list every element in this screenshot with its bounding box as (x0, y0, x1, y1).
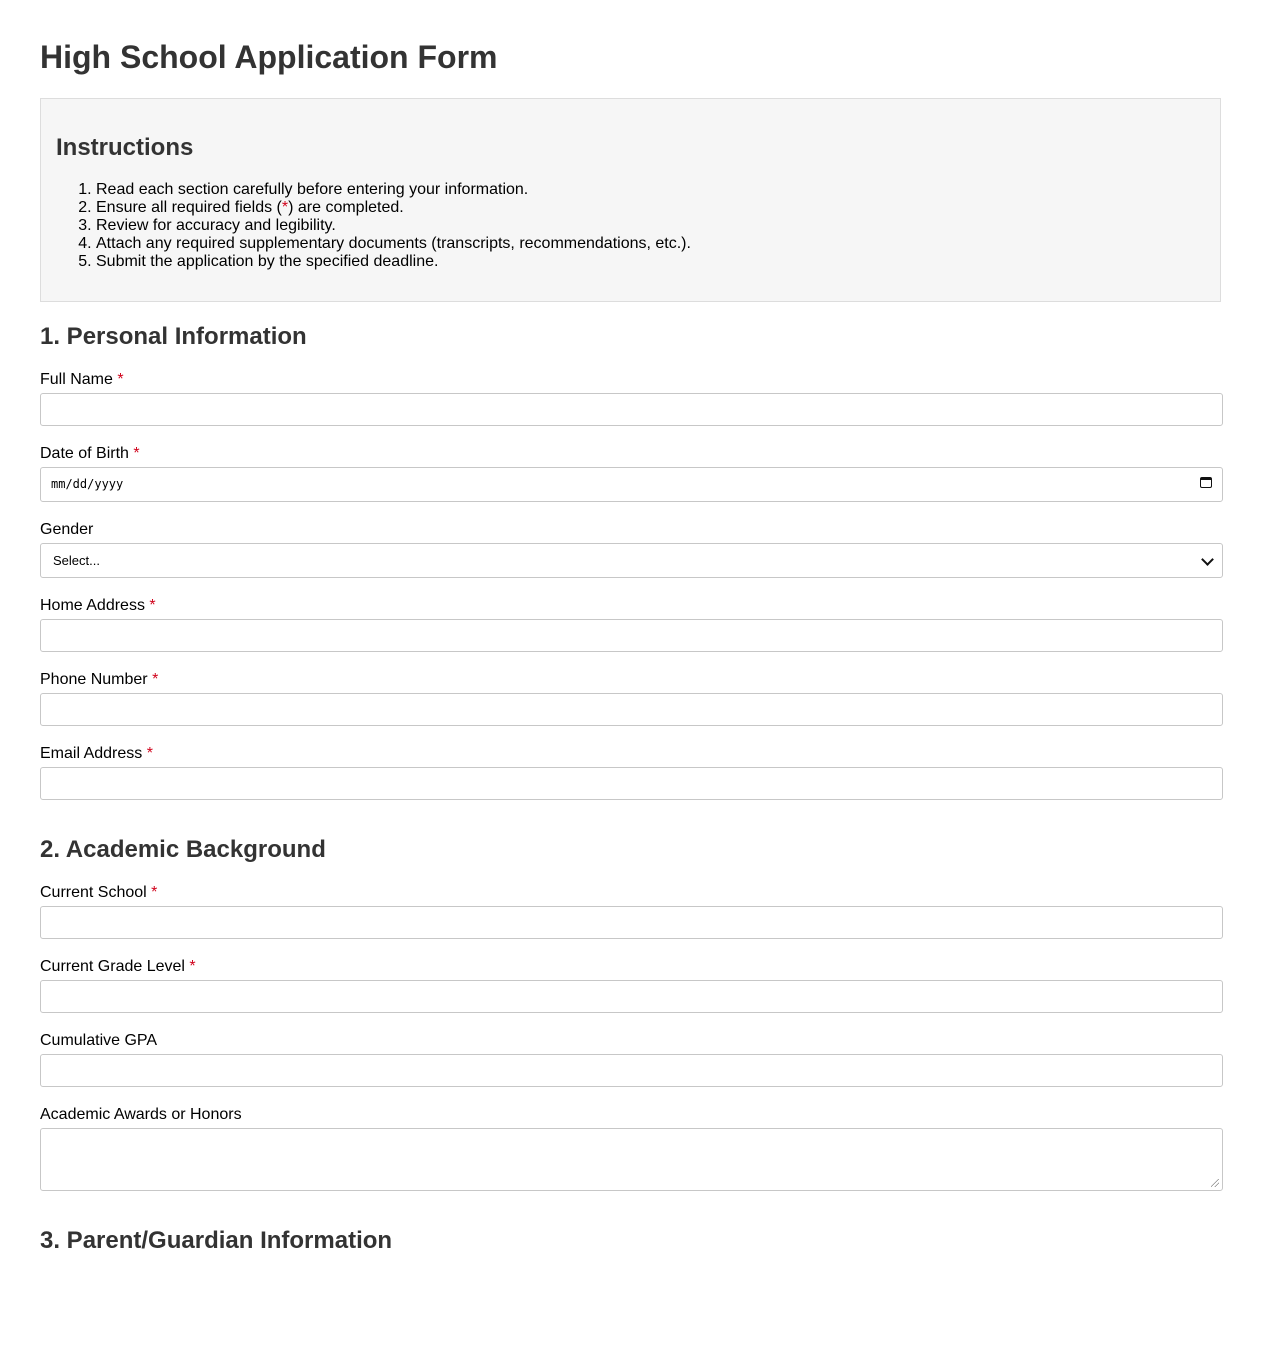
dob-label (40, 444, 140, 464)
grade-input[interactable] (40, 980, 1223, 1013)
phone-input[interactable] (40, 693, 1223, 726)
instructions-list (56, 181, 691, 271)
gpa-label-text: Cumulative GPA (40, 1032, 158, 1049)
gender-select[interactable] (40, 543, 1223, 578)
grade-label-text: Current Grade Level (40, 958, 185, 975)
required-mark: * (133, 445, 140, 462)
school-label (40, 883, 157, 903)
full-name-label-text: Full Name (40, 371, 113, 388)
required-mark: * (149, 597, 156, 614)
required-mark: * (151, 884, 158, 901)
gender-label-text: Gender (40, 521, 94, 538)
school-input[interactable] (40, 906, 1223, 939)
required-mark: * (189, 958, 196, 975)
section-personal-heading: 1. Personal Information (40, 323, 307, 350)
section-parent-heading: 3. Parent/Guardian Information (40, 1227, 393, 1254)
email-label (40, 744, 153, 764)
required-mark: * (146, 745, 153, 762)
gender-label (40, 520, 93, 540)
email-input[interactable] (40, 767, 1223, 800)
section-academic-heading: 2. Academic Background (40, 836, 326, 863)
address-label-text: Home Address (40, 597, 145, 614)
gender-selected-value: Select... (53, 553, 100, 568)
required-mark: * (152, 671, 159, 688)
awards-textarea[interactable] (40, 1128, 1223, 1191)
school-label-text: Current School (40, 884, 147, 901)
address-label (40, 596, 156, 616)
phone-label-text: Phone Number (40, 671, 148, 688)
instructions-panel (40, 98, 1221, 302)
grade-label (40, 957, 196, 977)
resize-handle-icon[interactable] (1211, 1179, 1219, 1187)
dob-placeholder: mm/dd/yyyy (51, 477, 124, 491)
instructions-heading: Instructions (56, 134, 194, 161)
calendar-icon[interactable] (1200, 477, 1212, 488)
gpa-label (40, 1031, 157, 1051)
full-name-label (40, 370, 124, 390)
email-label-text: Email Address (40, 745, 143, 762)
instruction-item: 4. Attach any required supplementary documents (transcripts, recommendations, etc.). (96, 235, 691, 253)
address-input[interactable] (40, 619, 1223, 652)
gpa-input[interactable] (40, 1054, 1223, 1087)
chevron-down-icon (1201, 553, 1214, 566)
required-mark: * (117, 371, 124, 388)
required-mark: * (281, 199, 289, 216)
dob-label-text: Date of Birth (40, 445, 129, 462)
instruction-item: 1. Read each section carefully before entering your information. (96, 181, 691, 199)
dob-input[interactable] (40, 467, 1223, 502)
instruction-item: 2. Ensure all required fields (*) are completed. (96, 199, 691, 217)
instruction-item: 3. Review for accuracy and legibility. (96, 217, 691, 235)
instruction-item: 5. Submit the application by the specified deadline. (96, 253, 691, 271)
phone-label (40, 670, 158, 690)
awards-label (40, 1105, 242, 1125)
page-title: High School Application Form (40, 39, 498, 75)
full-name-input[interactable] (40, 393, 1223, 426)
awards-label-text: Academic Awards or Honors (40, 1106, 242, 1123)
